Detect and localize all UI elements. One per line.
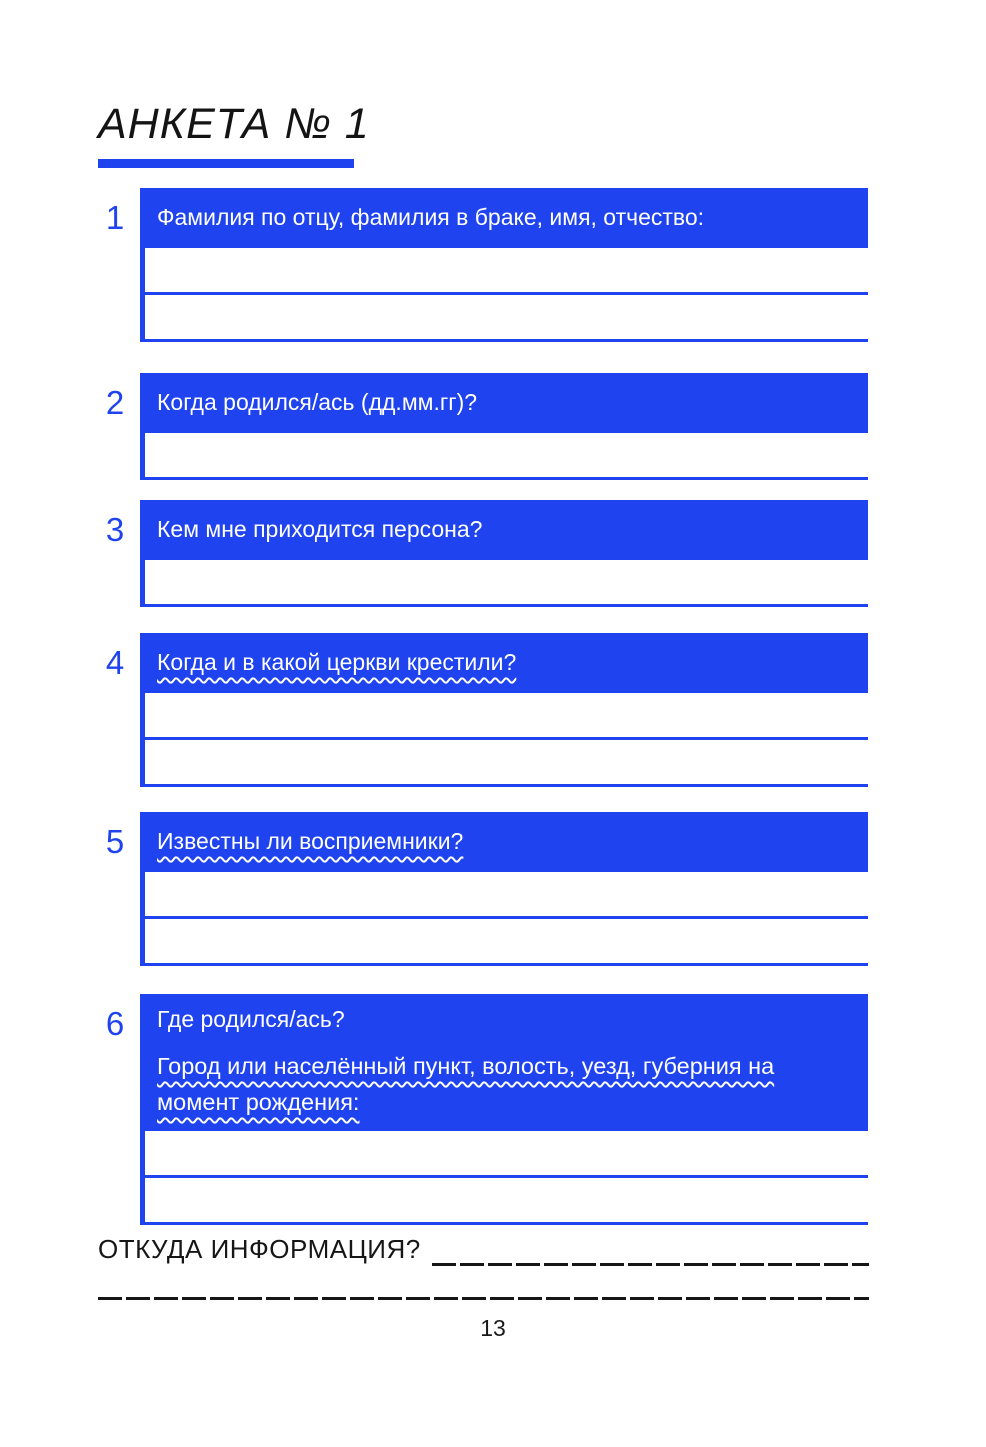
- question-label: Когда родился/ась (дд.мм.гг)?: [157, 389, 478, 415]
- answer-lines: [145, 693, 868, 787]
- question-label: Кем мне приходится персона?: [157, 516, 483, 542]
- answer-lines: [145, 872, 868, 966]
- title-underline: [98, 159, 354, 168]
- question-label: Известны ли восприемники?: [157, 828, 464, 854]
- question-number: 5: [105, 823, 125, 860]
- question-header: [145, 188, 868, 248]
- source-answer-line-1[interactable]: [432, 1263, 869, 1266]
- answer-line[interactable]: [145, 919, 868, 966]
- answer-line[interactable]: [145, 693, 868, 740]
- question-body: [140, 500, 868, 607]
- question-number: 4: [105, 644, 125, 681]
- question-block: [105, 812, 868, 966]
- question-header: [145, 633, 868, 693]
- question-number: 2: [105, 384, 125, 421]
- answer-lines: [145, 560, 868, 607]
- question-number: 3: [105, 511, 125, 548]
- answer-line[interactable]: [145, 1178, 868, 1225]
- answer-line[interactable]: [145, 295, 868, 342]
- question-header: [145, 500, 868, 560]
- question-block: [105, 373, 868, 480]
- question-body: [140, 994, 868, 1225]
- question-header: [145, 812, 868, 872]
- question-block: [105, 633, 868, 787]
- question-number: 1: [105, 199, 125, 236]
- question-body: [140, 373, 868, 480]
- source-question-label: ОТКУДА ИНФОРМАЦИЯ?: [98, 1234, 421, 1264]
- question-body: [140, 633, 868, 787]
- answer-line[interactable]: [145, 560, 868, 607]
- question-header: [145, 994, 868, 1131]
- answer-lines: [145, 433, 868, 480]
- answer-line[interactable]: [145, 740, 868, 787]
- question-label: Когда и в какой церкви крестили?: [157, 649, 517, 675]
- question-body: [140, 188, 868, 342]
- answer-lines: [145, 248, 868, 342]
- question-body: [140, 812, 868, 966]
- answer-line[interactable]: [145, 433, 868, 480]
- answer-line[interactable]: [145, 1131, 868, 1178]
- answer-line[interactable]: [145, 248, 868, 295]
- question-header: [145, 373, 868, 433]
- answer-lines: [145, 1131, 868, 1225]
- question-block: [105, 500, 868, 607]
- question-number: 6: [105, 1005, 125, 1042]
- page-title: АНКЕТА № 1: [98, 100, 370, 148]
- question-label: Фамилия по отцу, фамилия в браке, имя, отчество:: [157, 204, 705, 230]
- question-block: [105, 188, 868, 342]
- answer-line[interactable]: [145, 872, 868, 919]
- page-number: 13: [480, 1315, 506, 1341]
- question-sublabel: Город или населённый пункт, волость, уезд, губерния на момент рождения:: [157, 1053, 775, 1115]
- question-label: Где родился/ась?: [157, 1006, 345, 1032]
- source-answer-line-2[interactable]: [98, 1297, 869, 1300]
- question-block: [105, 994, 868, 1225]
